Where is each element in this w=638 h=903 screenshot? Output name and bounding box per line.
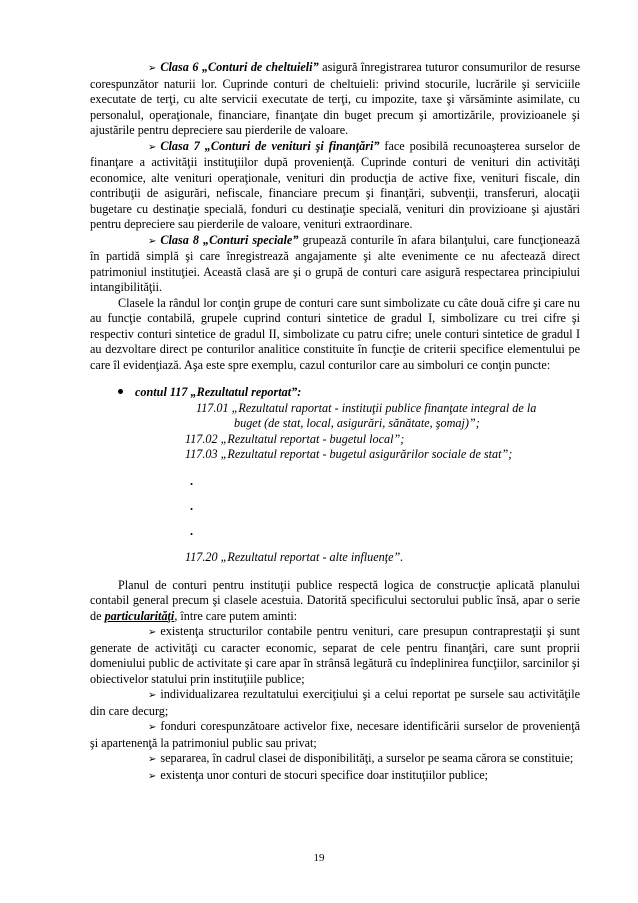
- ellipsis-dot: .: [190, 524, 194, 539]
- plan-emphasis: particularităţi: [104, 608, 175, 623]
- class-6-paragraph: [90, 60, 580, 139]
- subaccount-117-01-line1: 117.01 „Rezultatul raportat - instituţii publice finanţate integral de la: [196, 400, 537, 415]
- particularity-text: existenţa unor conturi de stocuri specifice doar instituţiilor publice;: [160, 767, 489, 782]
- bullet-dot-icon: [118, 389, 123, 394]
- particularity-item: [90, 687, 580, 719]
- arrow-bullet-icon: ➢: [148, 141, 157, 153]
- class-description: asigură înregistrarea tuturor consumurilor de resurse corespunzător naturii lor. Cuprinde conturi de cheltuieli: privind stocurile, lucrările şi serviciile executate de terţi, cu alte servicii executate de terţi, cu impozite, taxe şi vărsăminte asimilate, cu personalul, operaţionale, financiare, finanţate din buget precum şi amortizările, provizioanele şi ajustările pentru depreciere sau pierderile de valoare.: [90, 60, 580, 137]
- arrow-bullet-icon: ➢: [148, 627, 157, 639]
- page-number: 19: [313, 852, 325, 864]
- subaccount-117-03: 117.03 „Rezultatul reportat - bugetul asigurărilor sociale de stat”;: [185, 447, 513, 461]
- particularity-item: [90, 751, 580, 768]
- particularity-item: [90, 719, 580, 751]
- class-description: grupează conturile în afara bilanţului, care funcţionează în partidă simplă şi care înregistrează angajamente şi alte evenimente ce nu afectează direct patrimoniul instituţiei. Această clasă are şi o grupă de conturi care asigură respectarea principiului intangibilităţii.: [90, 232, 581, 294]
- class-title: Clasa 6 „Conturi de cheltuieli”: [160, 60, 319, 74]
- arrow-bullet-icon: ➢: [148, 754, 157, 766]
- particularity-text: fonduri corespunzătoare activelor fixe, necesare identificării surselor de provenienţă şi apartenenţă la patrimoniul public sau privat;: [90, 719, 580, 750]
- subaccount-117-02: 117.02 „Rezultatul reportat - bugetul local”;: [185, 431, 405, 446]
- spacer: [90, 566, 580, 578]
- particularity-text: individualizarea rezultatului exerciţiului şi a celui reportat pe sursele sau activităţile din care decurg;: [90, 687, 580, 718]
- arrow-bullet-icon: ➢: [148, 235, 157, 247]
- class-title: Clasa 8 „Conturi speciale”: [160, 232, 299, 247]
- class-8-paragraph: [90, 233, 580, 296]
- plan-paragraph: [90, 578, 580, 625]
- ellipsis-dot: .: [190, 498, 194, 513]
- arrow-bullet-icon: ➢: [148, 63, 157, 74]
- arrow-bullet-icon: ➢: [148, 770, 157, 782]
- document-page: [90, 60, 580, 784]
- class-7-paragraph: [90, 139, 580, 233]
- plan-text: Planul de conturi pentru instituţii publice respectă logica de construcţie aplicată planului contabil general precum şi clasele acestuia. Datorită specificului sectorului public însă, apar o serie de: [90, 577, 580, 623]
- subaccount-117-20: 117.20 „Rezultatul reportat - alte influenţe”.: [185, 550, 404, 565]
- arrow-bullet-icon: ➢: [148, 722, 157, 734]
- arrow-bullet-icon: ➢: [148, 690, 157, 702]
- particularity-item: [90, 624, 580, 687]
- class-description: face posibilă recunoaşterea surselor de finanţare a activităţii instituţiilor după provenienţă. Cuprinde conturi de venituri din activităţi economice, alte venituri operaţionale, venituri din producţia de active fixe, venituri fiscale, din contribuţii de asigurări, nefiscale, financiare precum şi finanţări, subvenţii, transferuri, alocaţii bugetare cu destinaţie specială, fonduri cu destinaţie specială, venituri din provizioane şi ajustări pentru depreciere sau pierderile de valoare, venituri extraordinare.: [90, 138, 581, 231]
- account-title: contul 117 „Rezultatul reportat”:: [135, 385, 302, 399]
- ellipsis-dot: .: [190, 473, 194, 488]
- particularity-text: separarea, în cadrul clasei de disponibilităţi, a surselor pe seama cărora se constituie;: [160, 751, 574, 766]
- class-title: Clasa 7 „Conturi de venituri şi finanţări”: [160, 138, 380, 153]
- plan-text-end: , între care putem aminti:: [174, 608, 298, 623]
- account-117-heading: [118, 385, 580, 401]
- groups-paragraph: Clasele la rândul lor conţin grupe de conturi care sunt simbolizate cu câte două cifre şi care nu au funcţie contabilă, grupele cuprind conturi sintetice de gradul I, simbolizare cu trei cifre şi respectiv conturi sintetice de gradul II, simbolizate cu patru cifre; unele conturi sintetice de gradul I au dezvoltare direct pe conturilor analitice constituite în funcţie de criterii specifice elementului pe care îl evidenţiază. Aşa este spre exemplu, cazul conturilor care au simboluri ce conţin puncte:: [90, 295, 580, 372]
- particularity-text: existenţa structurilor contabile pentru venituri, care presupun contraprestaţii şi sunt generate de activităţi cu caracter economic, separat de cele pentru finanţări, care sunt proprii domeniului public de activitate şi care apar în strânsă legătură cu îndeplinirea funcţiilor, sarcinilor şi obiectivelor statului prin instituţiile publice;: [90, 624, 580, 686]
- spacer: [90, 373, 580, 385]
- particularity-item: [90, 768, 580, 785]
- subaccount-117-01-line2: buget (de stat, local, asigurări, sănătate, şomaj)”;: [234, 416, 480, 430]
